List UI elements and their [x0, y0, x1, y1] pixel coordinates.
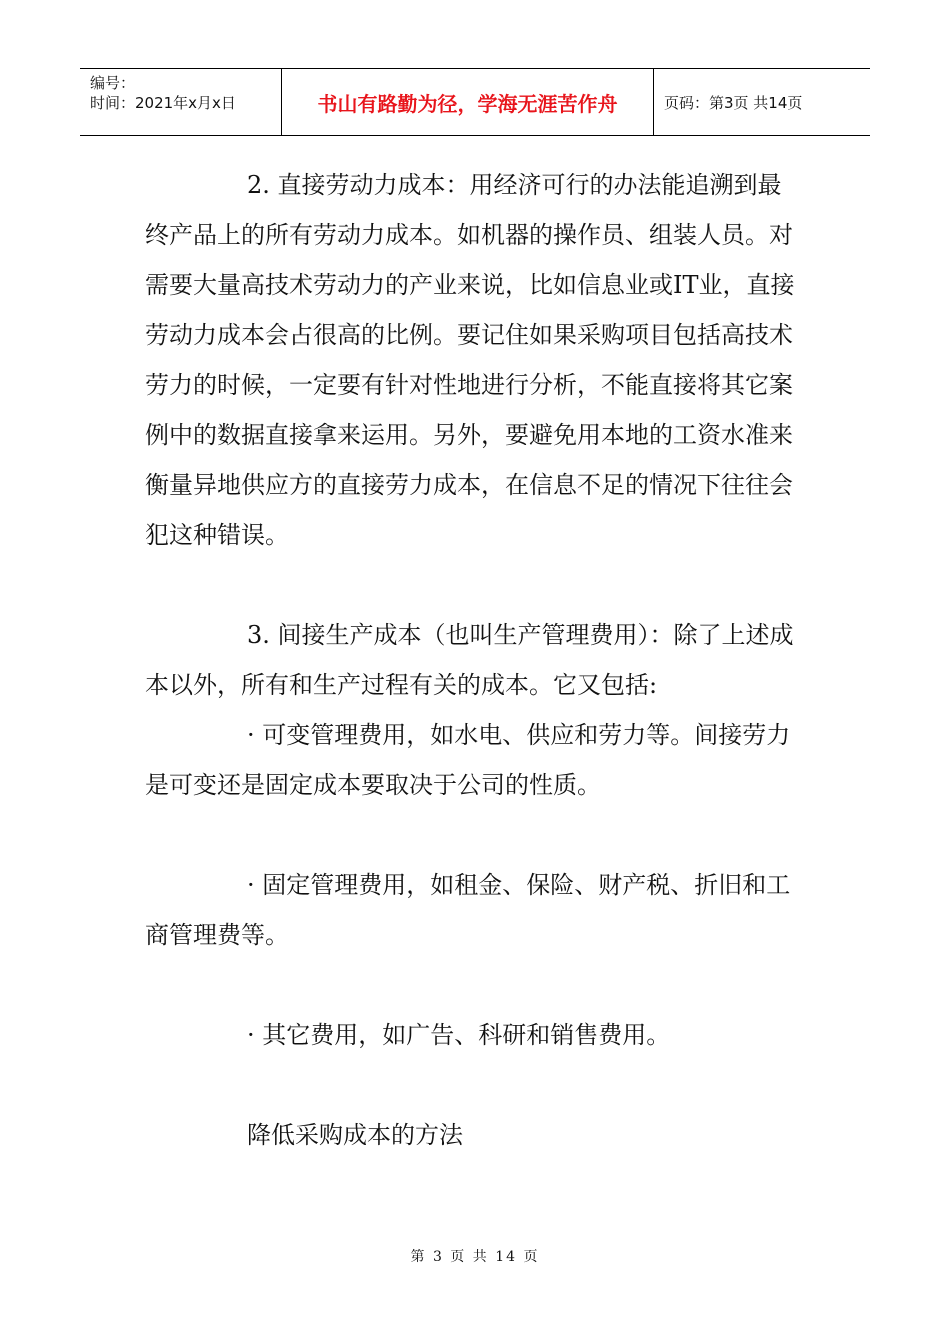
header-page-cell: [654, 69, 870, 135]
document-date: 时间：2021年x月x日: [90, 94, 236, 112]
page-header: [80, 68, 870, 136]
paragraph-fixed-overhead: · 固定管理费用，如租金、保险、财产税、折旧和工商管理费等。: [145, 871, 791, 949]
header-motto-cell: [282, 69, 654, 135]
paragraph-direct-labor: 2. 直接劳动力成本：用经济可行的办法能追溯到最终产品上的所有劳动力成本。如机器的操作员、组装人员。对需要大量高技术劳动力的产业来说，比如信息业或IT业，直接劳动力成本会占很高的比例。要记住如果采购项目包括高技术劳力的时候，一定要有针对性地进行分析，不能直接将其它案例中的数据直接拿来运用。另外，要避免用本地的工资水准来衡量异地供应方的直接劳力成本，在信息不足的情况下往往会犯这种错误。: [145, 171, 795, 549]
paragraph-other-expenses: · 其它费用，如广告、科研和销售费用。: [247, 1021, 671, 1049]
header-motto: 书山有路勤为径，学海无涯苦作舟: [317, 91, 618, 116]
document-body: [145, 160, 805, 1160]
paragraph-indirect-cost: 3. 间接生产成本（也叫生产管理费用）：除了上述成本以外，所有和生产过程有关的成本。它又包括:: [145, 621, 794, 699]
header-meta-cell: [80, 69, 282, 135]
page-footer: 第 3 页 共 14 页: [410, 1249, 540, 1265]
header-page-number: 页码：第3页 共14页: [664, 93, 803, 112]
section-heading-cost-reduction: 降低采购成本的方法: [247, 1121, 463, 1149]
document-number-label: 编号：: [90, 74, 136, 92]
paragraph-variable-overhead: · 可变管理费用，如水电、供应和劳力等。间接劳力是可变还是固定成本要取决于公司的性质。: [145, 721, 791, 799]
